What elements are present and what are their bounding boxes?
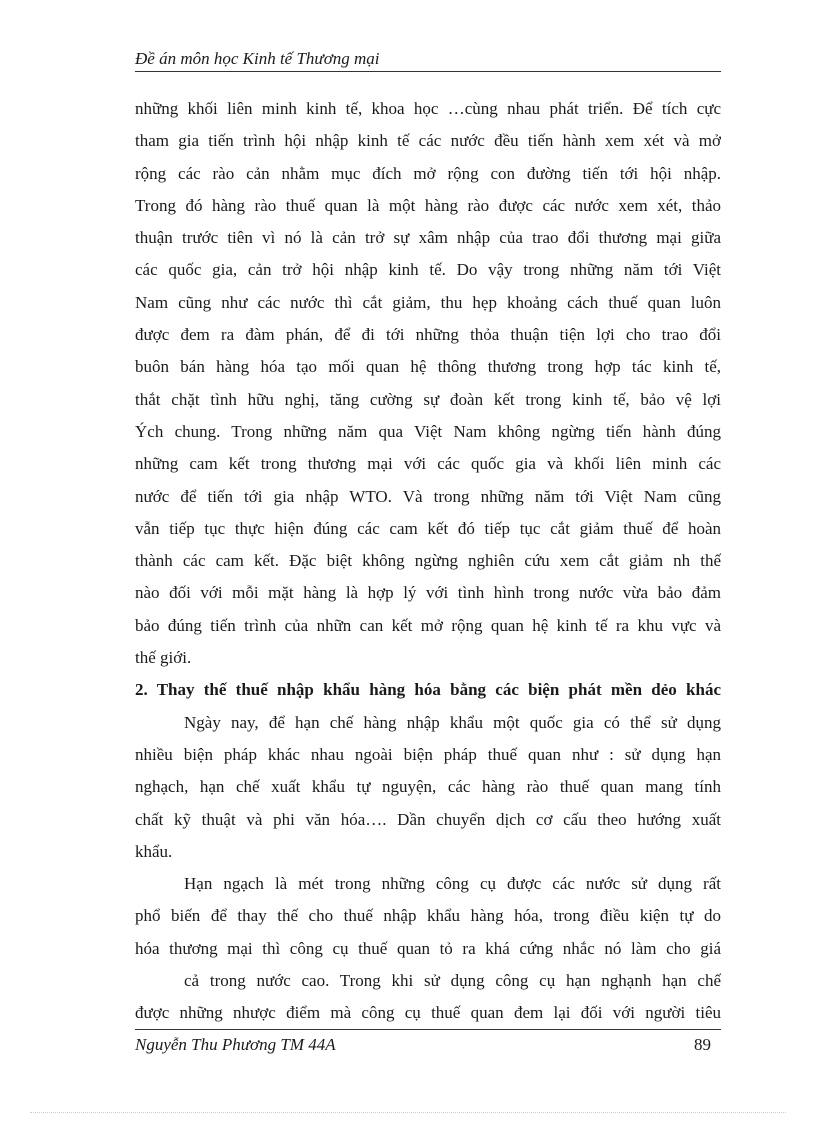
text-line: rộng các rào cản nhằm mục đích mở rộng con đường tiến tới hội nhập. xyxy=(135,163,721,183)
text-line: chất kỹ thuật và phi văn hóa…. Dần chuyển dịch cơ cấu theo hướng xuất xyxy=(135,809,721,829)
text-line: thắt chặt tình hữu nghị, tăng cường sự đoàn kết trong kinh tế, bảo vệ lợi xyxy=(135,389,721,409)
text-line: khẩu. xyxy=(135,841,173,861)
text-line: bảo đúng tiến trình của nhữn can kết mở rộng quan hệ kinh tế ra khu vực và xyxy=(135,615,721,635)
page-number: 89 xyxy=(694,1035,711,1054)
document-body xyxy=(135,93,721,1030)
text-line: phổ biến để thay thế cho thuế nhập khẩu hàng hóa, trong điều kiện tự do xyxy=(135,906,721,926)
text-line: Ých chung. Trong những năm qua Việt Nam không ngừng tiến hành đúng xyxy=(135,421,721,441)
text-line: nhiều biện pháp khác nhau ngoài biện pháp thuế quan như : sử dụng hạn xyxy=(135,744,721,764)
text-line: thuận trước tiên vì nó là cản trở sự xâm nhập của trao đổi thương mại giữa xyxy=(135,228,721,248)
text-line: Hạn ngạch là mét trong những công cụ được các nước sử dụng rất xyxy=(184,874,721,894)
header-rule xyxy=(135,71,721,72)
text-line: các quốc gia, cản trở hội nhập kinh tế. Do vậy trong những năm tới Việt xyxy=(135,260,721,280)
text-line: hóa thương mại thì công cụ thuế quan tỏ ra khá cứng nhắc nó làm cho giá xyxy=(135,938,721,958)
text-line: nào đối với mỗi mặt hàng là hợp lý với tình hình trong nước vừa bảo đảm xyxy=(135,583,721,603)
text-line: vẫn tiếp tục thực hiện đúng các cam kết đó tiếp tục cắt giảm thuế để hoàn xyxy=(135,518,721,538)
page-header-title: Đề án môn học Kinh tế Thương mại xyxy=(135,49,380,68)
text-line: những cam kết trong thương mại với các quốc gia và khối liên minh các xyxy=(135,454,721,474)
footer-author: Nguyễn Thu Phương TM 44A xyxy=(135,1035,336,1054)
section-heading: 2. Thay thế thuế nhập khẩu hàng hóa bằng các biện phát mền dẻo khác xyxy=(135,680,721,700)
text-line: nước để tiến tới gia nhập WTO. Và trong những năm tới Việt Nam cũng xyxy=(135,486,721,506)
text-line: thế giới. xyxy=(135,648,192,668)
text-line: Trong đó hàng rào thuế quan là một hàng rào được các nước xem xét, thảo xyxy=(135,195,721,215)
text-line: cả trong nước cao. Trong khi sử dụng công cụ hạn nghạnh hạn chế xyxy=(184,971,721,991)
text-line: những khối liên minh kinh tế, khoa học …cùng nhau phát triển. Để tích cực xyxy=(135,99,721,118)
text-line: tham gia tiến trình hội nhập kinh tế các nước đều tiến hành xem xét và mở xyxy=(135,131,721,151)
text-line: buôn bán hàng hóa tạo mối quan hệ thông thương trong hợp tác kinh tế, xyxy=(135,357,721,377)
text-line: Nam cũng như các nước thì cắt giảm, thu hẹp khoảng cách thuế quan luôn xyxy=(135,292,721,312)
text-line: thành các cam kết. Đặc biệt không ngừng nghiên cứu xem cắt giảm nh thế xyxy=(135,551,721,571)
footer-rule xyxy=(135,1029,721,1030)
page-footer xyxy=(135,1034,721,1056)
text-line: được những nhược điểm mà công cụ thuế quan đem lại đối với người tiêu xyxy=(135,1003,721,1023)
text-line: được đem ra đàm phán, để đi tới những thỏa thuận tiện lợi cho trao đổi xyxy=(135,325,721,345)
page-edge-dotted-line xyxy=(30,1112,786,1113)
text-line: Ngày nay, để hạn chế hàng nhập khẩu một quốc gia có thể sử dụng xyxy=(184,712,721,732)
text-line: nghạch, hạn chế xuất khẩu tự nguyện, các hàng rào thuế quan mang tính xyxy=(135,777,721,797)
